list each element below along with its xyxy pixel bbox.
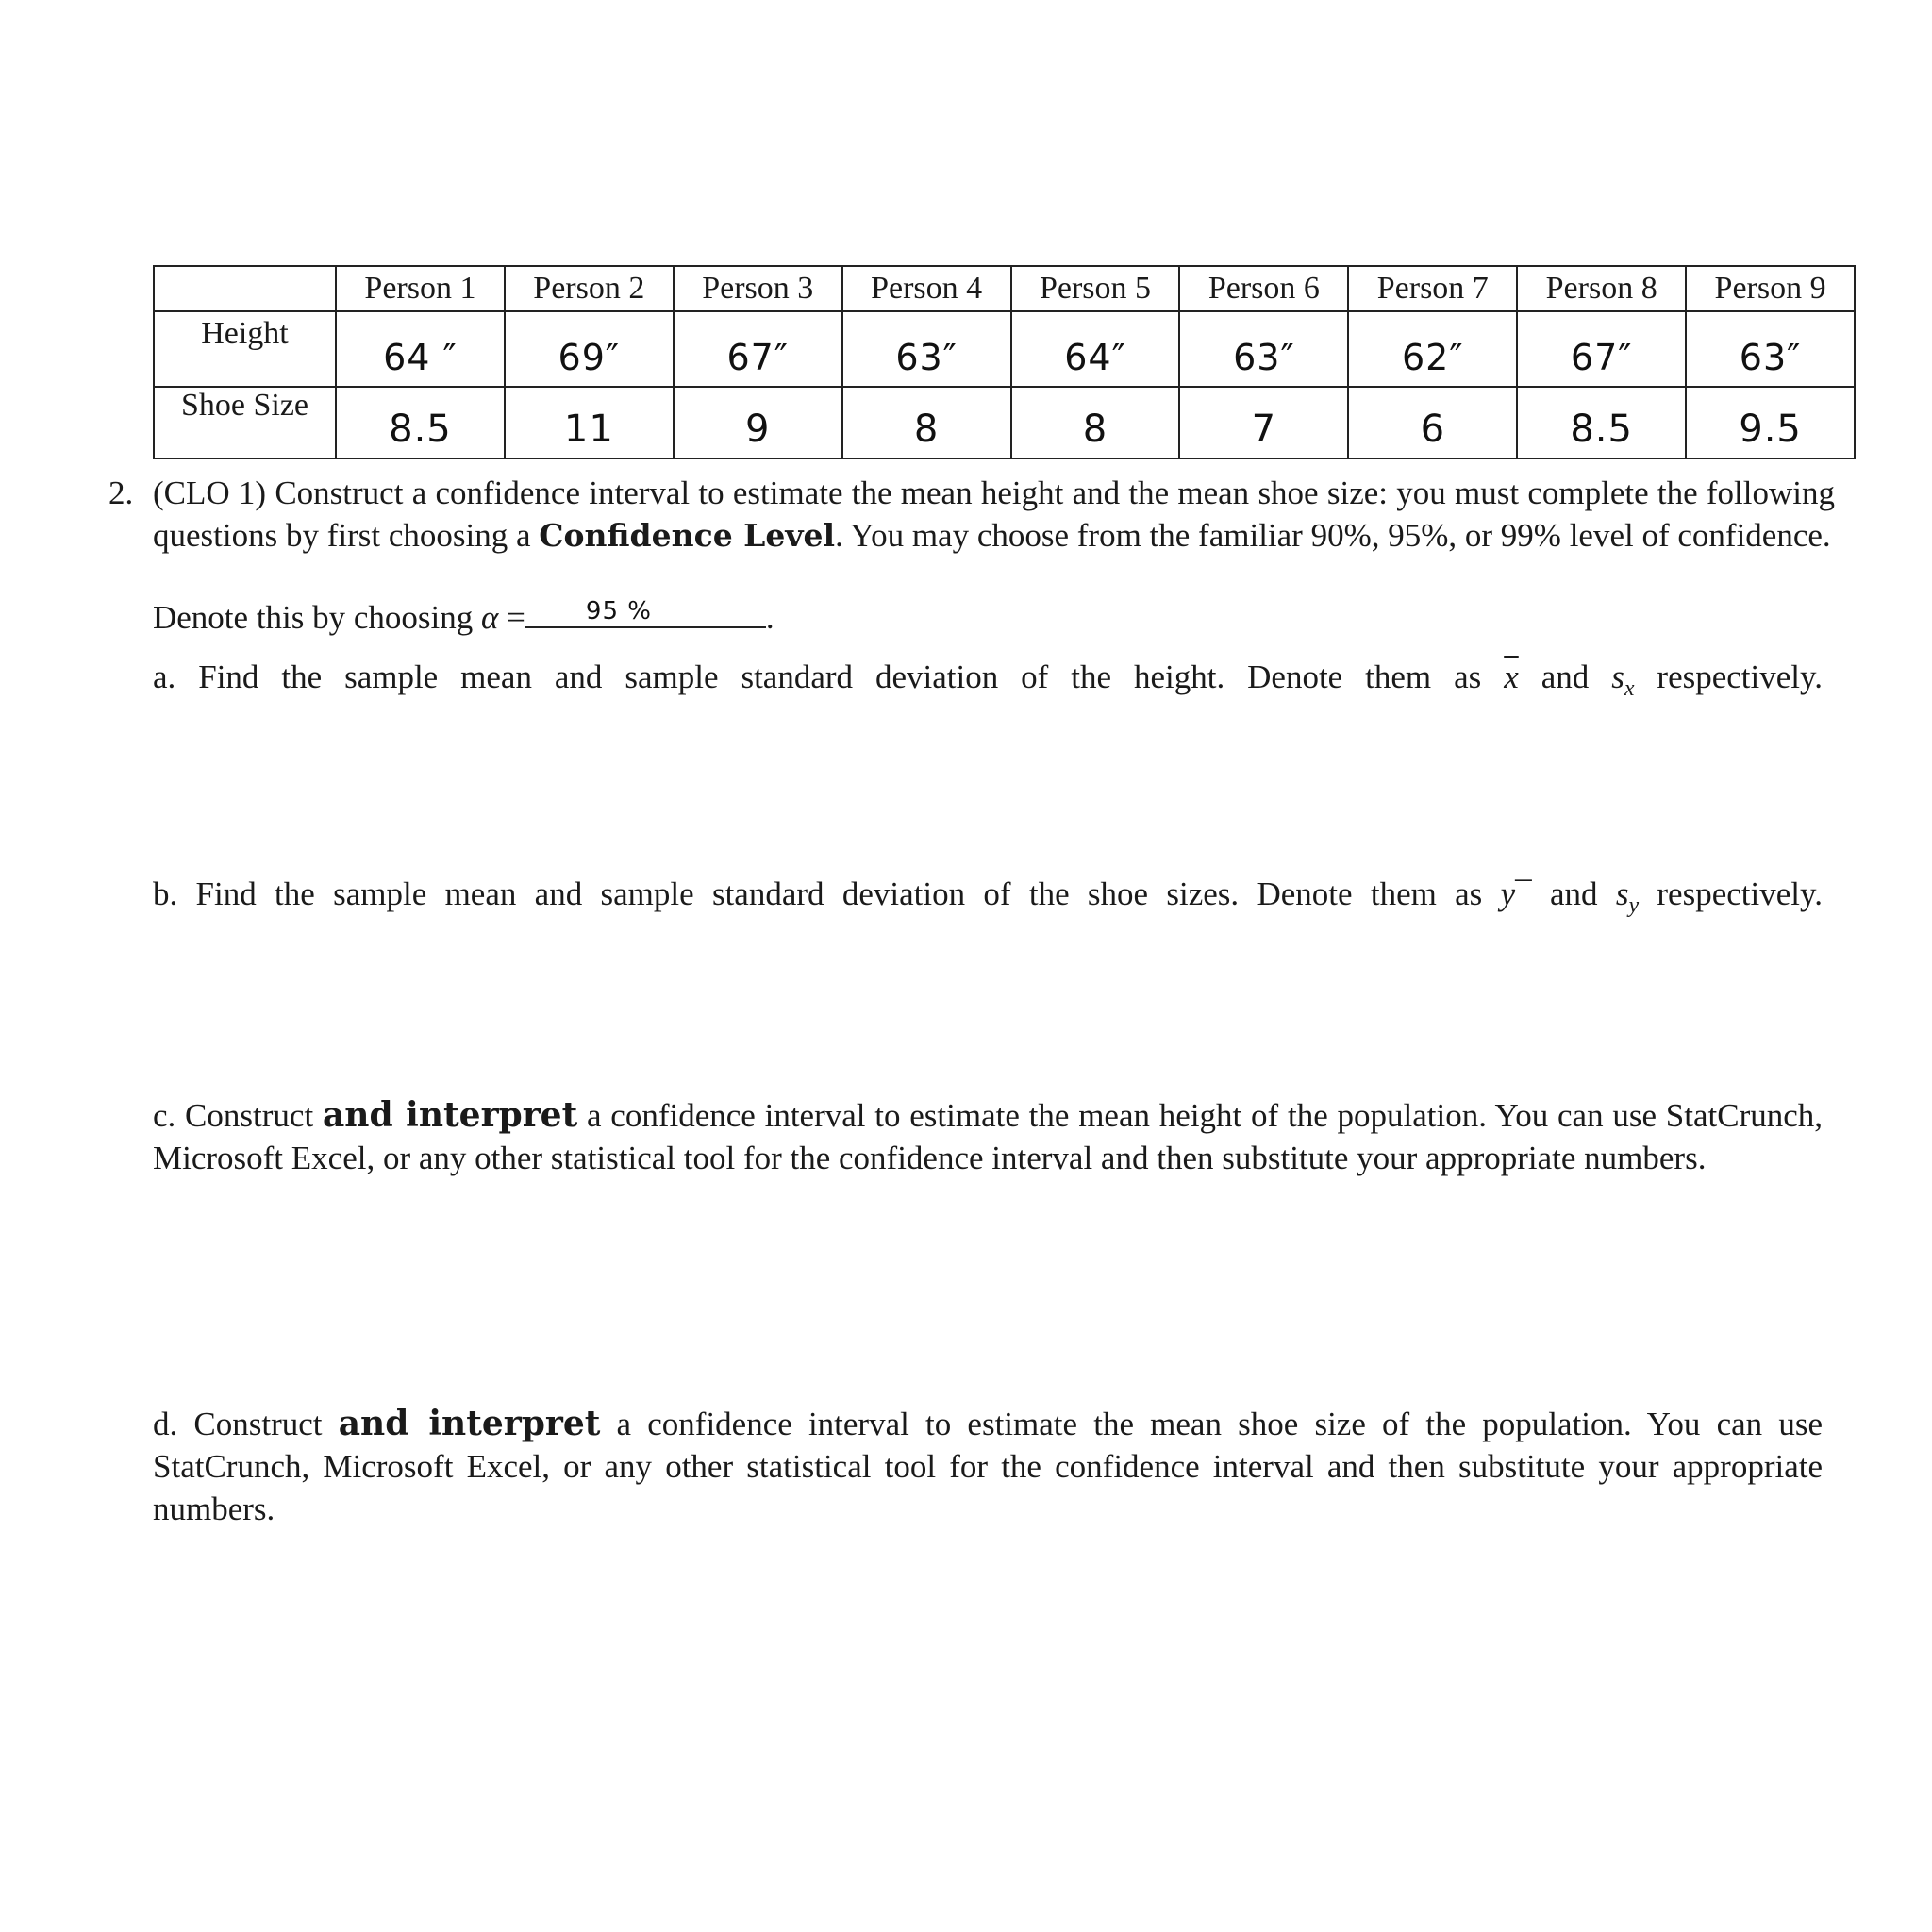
question-2-body — [153, 472, 1835, 557]
table-row-shoe-size — [154, 387, 1855, 458]
s-subscript-y: y — [1628, 893, 1640, 918]
height-value-8: 67″ — [1517, 311, 1686, 387]
question-2-text-after: . You may choose from the familiar 90%, 95%, or 99% level of confidence. — [835, 517, 1831, 554]
part-b — [153, 873, 1823, 927]
shoe-size-value-2: 11 — [505, 387, 674, 458]
shoe-size-value-8: 8.5 — [1517, 387, 1686, 458]
question-number: 2. — [108, 475, 134, 511]
equals-sign: = — [498, 599, 525, 636]
part-b-and: and — [1531, 875, 1616, 912]
header-person-9: Person 9 — [1686, 266, 1855, 311]
part-d — [153, 1403, 1823, 1530]
height-value-4: 63″ — [842, 311, 1011, 387]
part-d-bold: and interpret — [338, 1404, 601, 1443]
denote-prefix: Denote this by choosing — [153, 599, 482, 636]
shoe-size-value-6: 7 — [1179, 387, 1348, 458]
height-value-7: 62″ — [1348, 311, 1517, 387]
height-value-3: 67″ — [674, 311, 842, 387]
header-person-8: Person 8 — [1517, 266, 1686, 311]
part-c-bold: and interpret — [322, 1095, 578, 1135]
table-header-row — [154, 266, 1855, 311]
part-d-prefix: d. Construct — [153, 1406, 339, 1442]
height-value-1: 64 ″ — [336, 311, 505, 387]
part-b-text-after: respectively. — [1639, 875, 1823, 912]
bar-mark: ¯ — [1515, 875, 1532, 912]
alpha-answer: 95 % — [585, 597, 652, 625]
height-value-2: 69″ — [505, 311, 674, 387]
part-b-text: b. Find the sample mean and sample standard deviation of the shoe sizes. Denote them as — [153, 875, 1501, 912]
shoe-size-value-3: 9 — [674, 387, 842, 458]
part-a-text: a. Find the sample mean and sample standard deviation of the height. Denote them as — [153, 658, 1505, 695]
shoe-size-value-7: 6 — [1348, 387, 1517, 458]
alpha-answer-blank[interactable] — [525, 598, 766, 628]
table-corner-cell — [154, 266, 336, 311]
row-label-shoe-size: Shoe Size — [154, 387, 336, 458]
header-person-6: Person 6 — [1179, 266, 1348, 311]
part-a-and: and — [1518, 658, 1612, 695]
shoe-size-value-5: 8 — [1011, 387, 1180, 458]
y-symbol: y — [1500, 875, 1516, 912]
question-2-text-before: (CLO 1) Construct a confidence interval to estimate the mean height and the mean shoe size: you must complete the following questions by first choosing a — [153, 475, 1835, 554]
part-d-text: a confidence interval to estimate the mean shoe size of the population. You can use StatCrunch, Microsoft Excel, or any other statistical tool for the confidence interval and then substitute your appropriate numbers. — [153, 1406, 1823, 1527]
s-subscript-x: x — [1624, 676, 1635, 701]
shoe-size-value-4: 8 — [842, 387, 1011, 458]
part-c-prefix: c. Construct — [153, 1097, 323, 1134]
question-2 — [108, 472, 1835, 557]
alpha-symbol: α — [481, 599, 499, 636]
shoe-size-value-1: 8.5 — [336, 387, 505, 458]
shoe-size-value-9: 9.5 — [1686, 387, 1855, 458]
s-symbol: s — [1611, 658, 1624, 695]
header-person-2: Person 2 — [505, 266, 674, 311]
height-value-9: 63″ — [1686, 311, 1855, 387]
header-person-3: Person 3 — [674, 266, 842, 311]
header-person-4: Person 4 — [842, 266, 1011, 311]
row-label-height: Height — [154, 311, 336, 387]
x-bar-symbol: $\overline{x}$ — [1504, 658, 1519, 695]
part-a — [153, 656, 1823, 710]
data-table — [153, 265, 1856, 459]
part-a-text-after: respectively. — [1634, 658, 1823, 695]
header-person-5: Person 5 — [1011, 266, 1180, 311]
alpha-denote-line — [153, 596, 774, 639]
height-value-5: 64″ — [1011, 311, 1180, 387]
height-value-6: 63″ — [1179, 311, 1348, 387]
part-c-text: a confidence interval to estimate the mean height of the population. You can use StatCrunch, Microsoft Excel, or any other statistical tool for the confidence interval and then substitute your appropriate numbers. — [153, 1097, 1824, 1176]
denote-suffix: . — [765, 599, 774, 636]
confidence-level-bold: Confidence Level — [539, 517, 836, 554]
table-row-height — [154, 311, 1855, 387]
s-symbol: s — [1615, 875, 1629, 912]
part-c — [153, 1094, 1823, 1179]
header-person-7: Person 7 — [1348, 266, 1517, 311]
header-person-1: Person 1 — [336, 266, 505, 311]
